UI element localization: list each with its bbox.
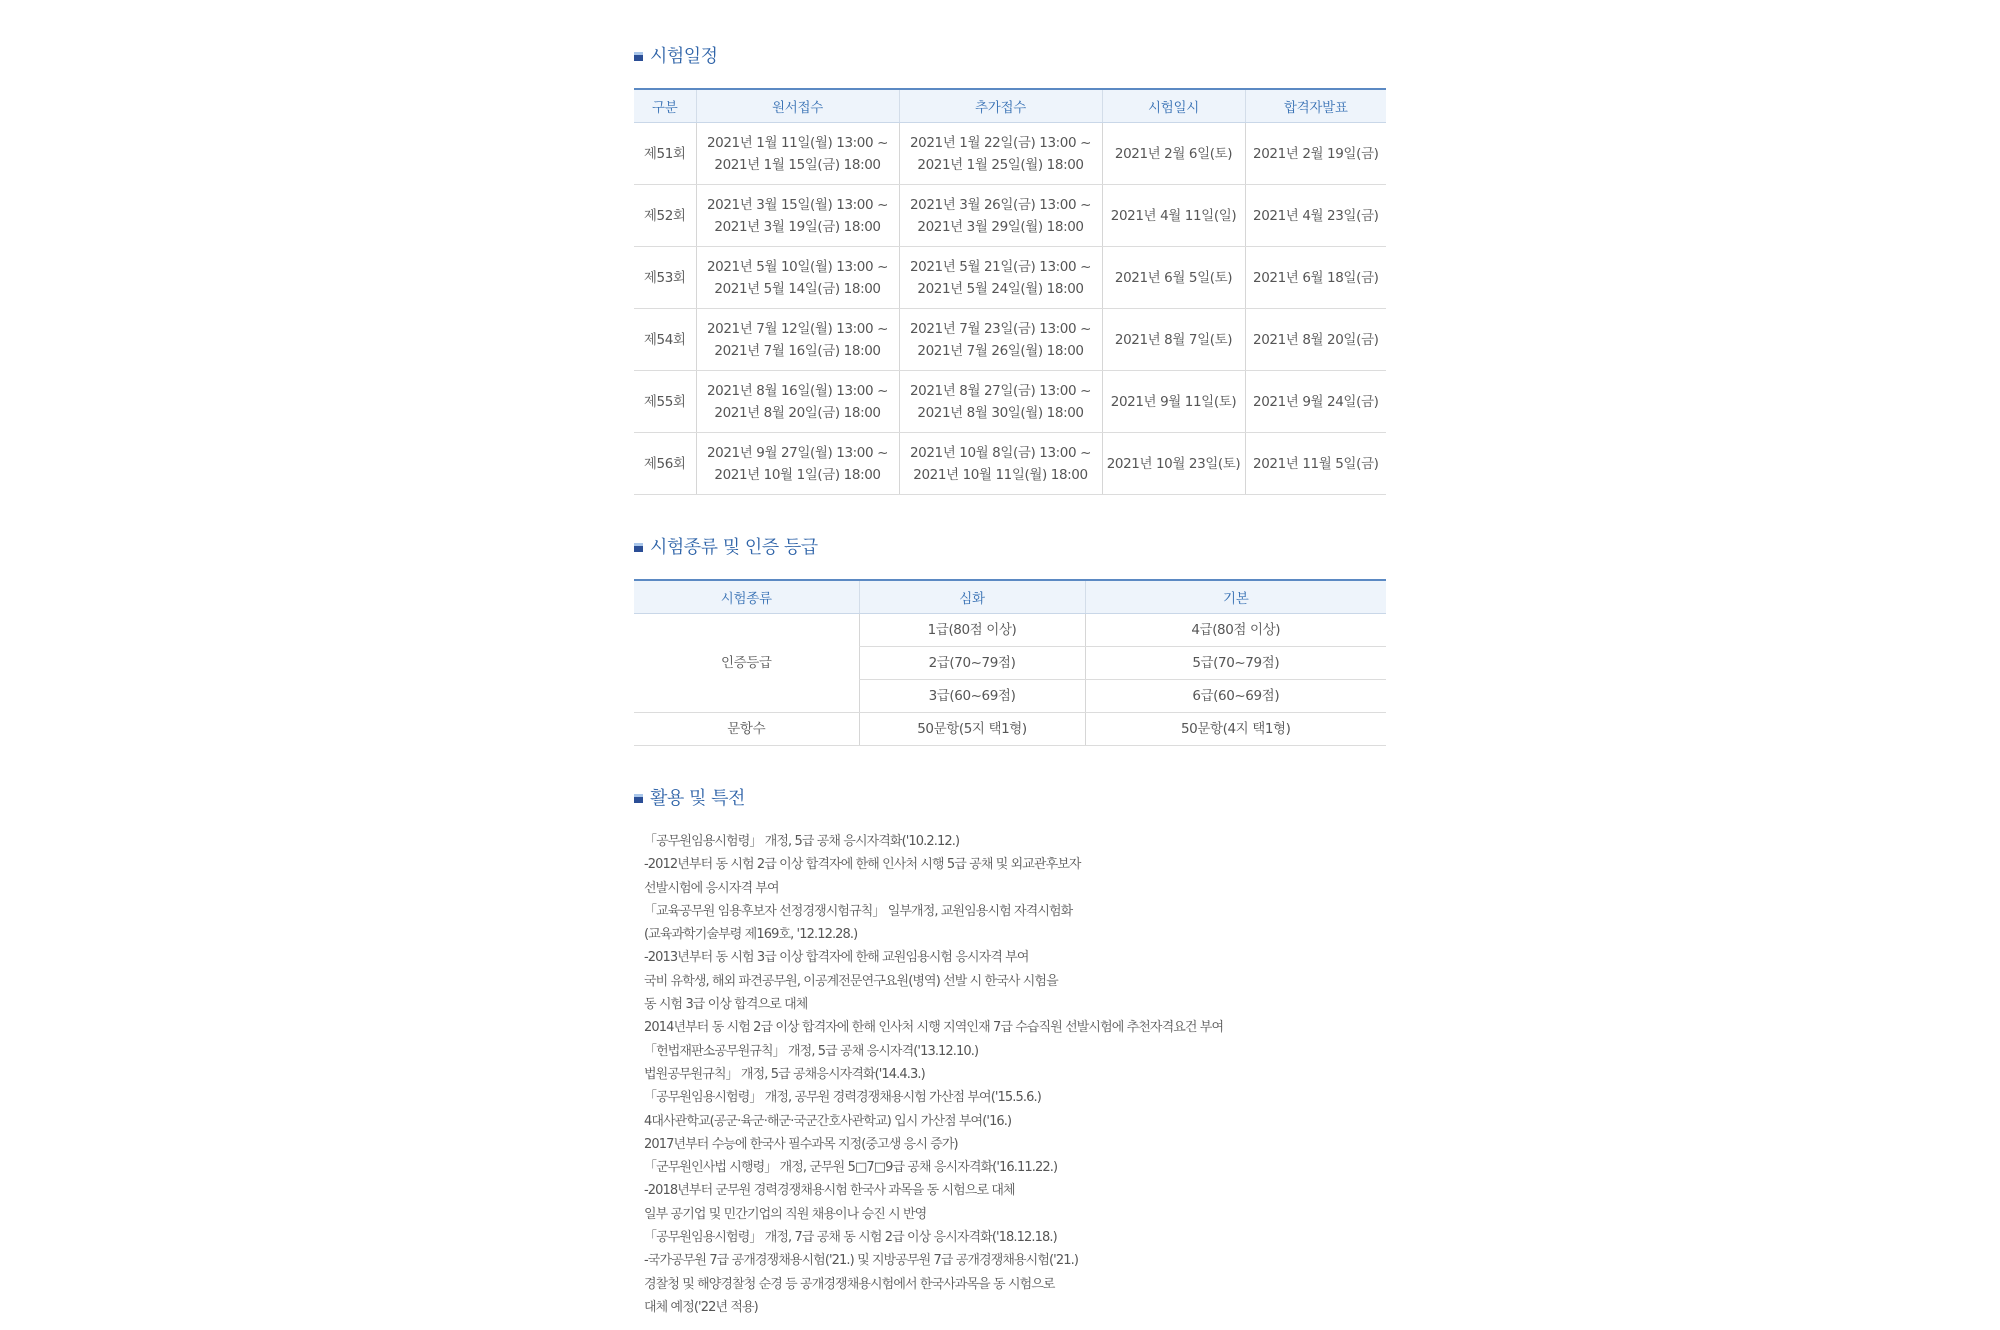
benefit-line: 국비 유학생, 해외 파견공무원, 이공계전문연구요원(병역) 선발 시 한국사 시험을 [644,973,1058,989]
cell-line: 2021년 10월 1일(금) 18:00 [714,466,881,483]
cell-line: 2021년 1월 22일(금) 13:00 ~ [909,134,1091,151]
cell-line: 2021년 3월 19일(금) 18:00 [714,218,881,235]
table-row [634,713,1386,746]
section-bullet-icon [634,52,643,61]
cell-line: 2021년 8월 16일(월) 13:00 ~ [706,382,888,399]
cell-line: 2021년 5월 24일(월) 18:00 [917,280,1084,297]
result-date-cell: 2021년 6월 18일(금) [1245,247,1386,309]
result-date-cell: 2021년 4월 23일(금) [1245,185,1386,247]
exam-schedule-table [634,88,1386,495]
header-cell: 시험일시 [1102,89,1245,123]
table-row [634,433,1386,495]
cell-line: 2021년 3월 15일(월) 13:00 ~ [706,196,888,213]
cell-line: 2021년 5월 21일(금) 13:00 ~ [909,258,1091,275]
table-row [634,247,1386,309]
apply-cell [696,185,899,247]
benefit-line: 「교육공무원 임용후보자 선정경쟁시험규칙」 일부개정, 교원임용시험 자격시험화 [644,903,1073,919]
result-date-cell: 2021년 9월 24일(금) [1245,371,1386,433]
benefit-line: -2018년부터 군무원 경력경쟁채용시험 한국사 과목을 동 시험으로 대체 [644,1183,1015,1199]
apply-cell [696,247,899,309]
cell-line: 2021년 8월 20일(금) 18:00 [714,404,881,421]
grade-table [634,579,1386,746]
apply-cell [696,123,899,185]
round-cell: 제56회 [634,433,696,495]
round-cell: 제55회 [634,371,696,433]
benefits-section-title [634,782,1386,812]
cell-line: 2021년 9월 27일(월) 13:00 ~ [706,444,888,461]
cert-grade-label: 인증등급 [634,614,859,713]
result-date-cell: 2021년 2월 19일(금) [1245,123,1386,185]
cell-line: 2021년 10월 11일(월) 18:00 [913,466,1088,483]
cell-line: 2021년 10월 8일(금) 13:00 ~ [909,444,1091,461]
header-cell: 기본 [1085,580,1386,614]
benefit-line: 4대사관학교(공군·육군·해군·국군간호사관학교) 입시 가산점 부여('16.) [644,1113,1012,1129]
table-header-row [634,89,1386,123]
round-cell: 제51회 [634,123,696,185]
table-row [634,371,1386,433]
basic-grade-cell: 5급(70~79점) [1085,647,1386,680]
schedule-section-title [634,40,1386,70]
cell-line: 2021년 7월 23일(금) 13:00 ~ [909,320,1091,337]
result-date-cell: 2021년 8월 20일(금) [1245,309,1386,371]
benefit-line: 동 시험 3급 이상 합격으로 대체 [644,997,808,1013]
cell-line: 2021년 3월 26일(금) 13:00 ~ [909,196,1091,213]
benefits-list [644,830,1386,1319]
advanced-grade-cell: 3급(60~69점) [859,680,1085,713]
cell-line: 2021년 5월 14일(금) 18:00 [714,280,881,297]
cell-line: 2021년 1월 25일(월) 18:00 [917,156,1084,173]
cell-line: 2021년 7월 26일(월) 18:00 [917,342,1084,359]
apply-cell [696,371,899,433]
advanced-grade-cell: 1급(80점 이상) [859,614,1085,647]
cell-line: 2021년 8월 27일(금) 13:00 ~ [909,382,1091,399]
cell-line: 2021년 7월 16일(금) 18:00 [714,342,881,359]
benefit-line: 「헌법재판소공무원규칙」 개정, 5급 공채 응시자격('13.12.10.) [644,1043,979,1059]
cell-line: 2021년 5월 10일(월) 13:00 ~ [706,258,888,275]
section-title-text: 시험일정 [650,46,718,67]
basic-grade-cell: 4급(80점 이상) [1085,614,1386,647]
benefit-line: 「공무원임용시험령」 개정, 공무원 경력경쟁채용시험 가산점 부여('15.5.6.) [644,1090,1041,1106]
section-bullet-icon [634,794,643,803]
section-title-text: 시험종류 및 인증 등급 [650,537,818,558]
extra-cell [899,371,1102,433]
exam-date-cell: 2021년 6월 5일(토) [1102,247,1245,309]
cell-line: 2021년 3월 29일(월) 18:00 [917,218,1084,235]
apply-cell [696,433,899,495]
benefit-line: (교육과학기술부령 제169호, '12.12.28.) [644,927,858,943]
benefit-line: 「군무원인사법 시행령」 개정, 군무원 5□7□9급 공채 응시자격화('16.11.22.) [644,1160,1058,1176]
extra-cell [899,185,1102,247]
benefit-line: 「공무원임용시험령」 개정, 5급 공채 응시자격화('10.2.12.) [644,834,960,849]
round-cell: 제54회 [634,309,696,371]
advanced-grade-cell: 2급(70~79점) [859,647,1085,680]
cell-line: 2021년 8월 30일(월) 18:00 [917,404,1084,421]
benefit-line: 일부 공기업 및 민간기업의 직원 채용이나 승진 시 반영 [644,1206,927,1222]
header-cell: 원서접수 [696,89,899,123]
cell-line: 2021년 1월 15일(금) 18:00 [714,156,881,173]
exam-date-cell: 2021년 4월 11일(일) [1102,185,1245,247]
table-row [634,614,1386,647]
cell-line: 2021년 1월 11일(월) 13:00 ~ [706,134,888,151]
table-header-row [634,580,1386,614]
header-cell: 시험종류 [634,580,859,614]
benefit-line: -국가공무원 7급 공개경쟁채용시험('21.) 및 지방공무원 7급 공개경쟁채용시험('21.) [644,1253,1078,1269]
benefit-line: 2014년부터 동 시험 2급 이상 합격자에 한해 인사처 시행 지역인재 7급 수습직원 선발시험에 추천자격요건 부여 [644,1020,1224,1036]
extra-cell [899,247,1102,309]
benefit-line: -2013년부터 동 시험 3급 이상 합격자에 한해 교원임용시험 응시자격 부여 [644,950,1029,966]
round-cell: 제52회 [634,185,696,247]
benefit-line: 경찰청 및 해양경찰청 순경 등 공개경쟁채용시험에서 한국사과목을 동 시험으로 [644,1276,1055,1292]
benefit-line: 법원공무원규칙」 개정, 5급 공채응시자격화('14.4.3.) [644,1066,925,1082]
round-cell: 제53회 [634,247,696,309]
benefit-line: 대체 예정('22년 적용) [644,1299,758,1315]
benefit-line: 「공무원임용시험령」 개정, 7급 공채 동 시험 2급 이상 응시자격화('18.12.18.) [644,1230,1057,1246]
benefit-line: 2017년부터 수능에 한국사 필수과목 지정(중고생 응시 증가) [644,1136,958,1152]
section-title-text: 활용 및 특전 [650,788,745,809]
content-area [634,40,1386,1319]
exam-date-cell: 2021년 8월 7일(토) [1102,309,1245,371]
grades-section-title [634,531,1386,561]
table-row [634,309,1386,371]
header-cell: 추가접수 [899,89,1102,123]
header-cell: 합격자발표 [1245,89,1386,123]
advanced-count-cell: 50문항(5지 택1형) [859,713,1085,746]
benefit-line: 선발시험에 응시자격 부여 [644,880,779,896]
extra-cell [899,309,1102,371]
basic-count-cell: 50문항(4지 택1형) [1085,713,1386,746]
benefit-line: -2012년부터 동 시험 2급 이상 합격자에 한해 인사처 시행 5급 공채 및 외교관후보자 [644,857,1081,873]
section-bullet-icon [634,543,643,552]
table-row [634,185,1386,247]
cell-line: 2021년 7월 12일(월) 13:00 ~ [706,320,888,337]
table-row [634,123,1386,185]
result-date-cell: 2021년 11월 5일(금) [1245,433,1386,495]
question-count-label: 문항수 [634,713,859,746]
basic-grade-cell: 6급(60~69점) [1085,680,1386,713]
exam-date-cell: 2021년 10월 23일(토) [1102,433,1245,495]
extra-cell [899,433,1102,495]
header-cell: 구분 [634,89,696,123]
apply-cell [696,309,899,371]
exam-date-cell: 2021년 2월 6일(토) [1102,123,1245,185]
header-cell: 심화 [859,580,1085,614]
extra-cell [899,123,1102,185]
exam-date-cell: 2021년 9월 11일(토) [1102,371,1245,433]
